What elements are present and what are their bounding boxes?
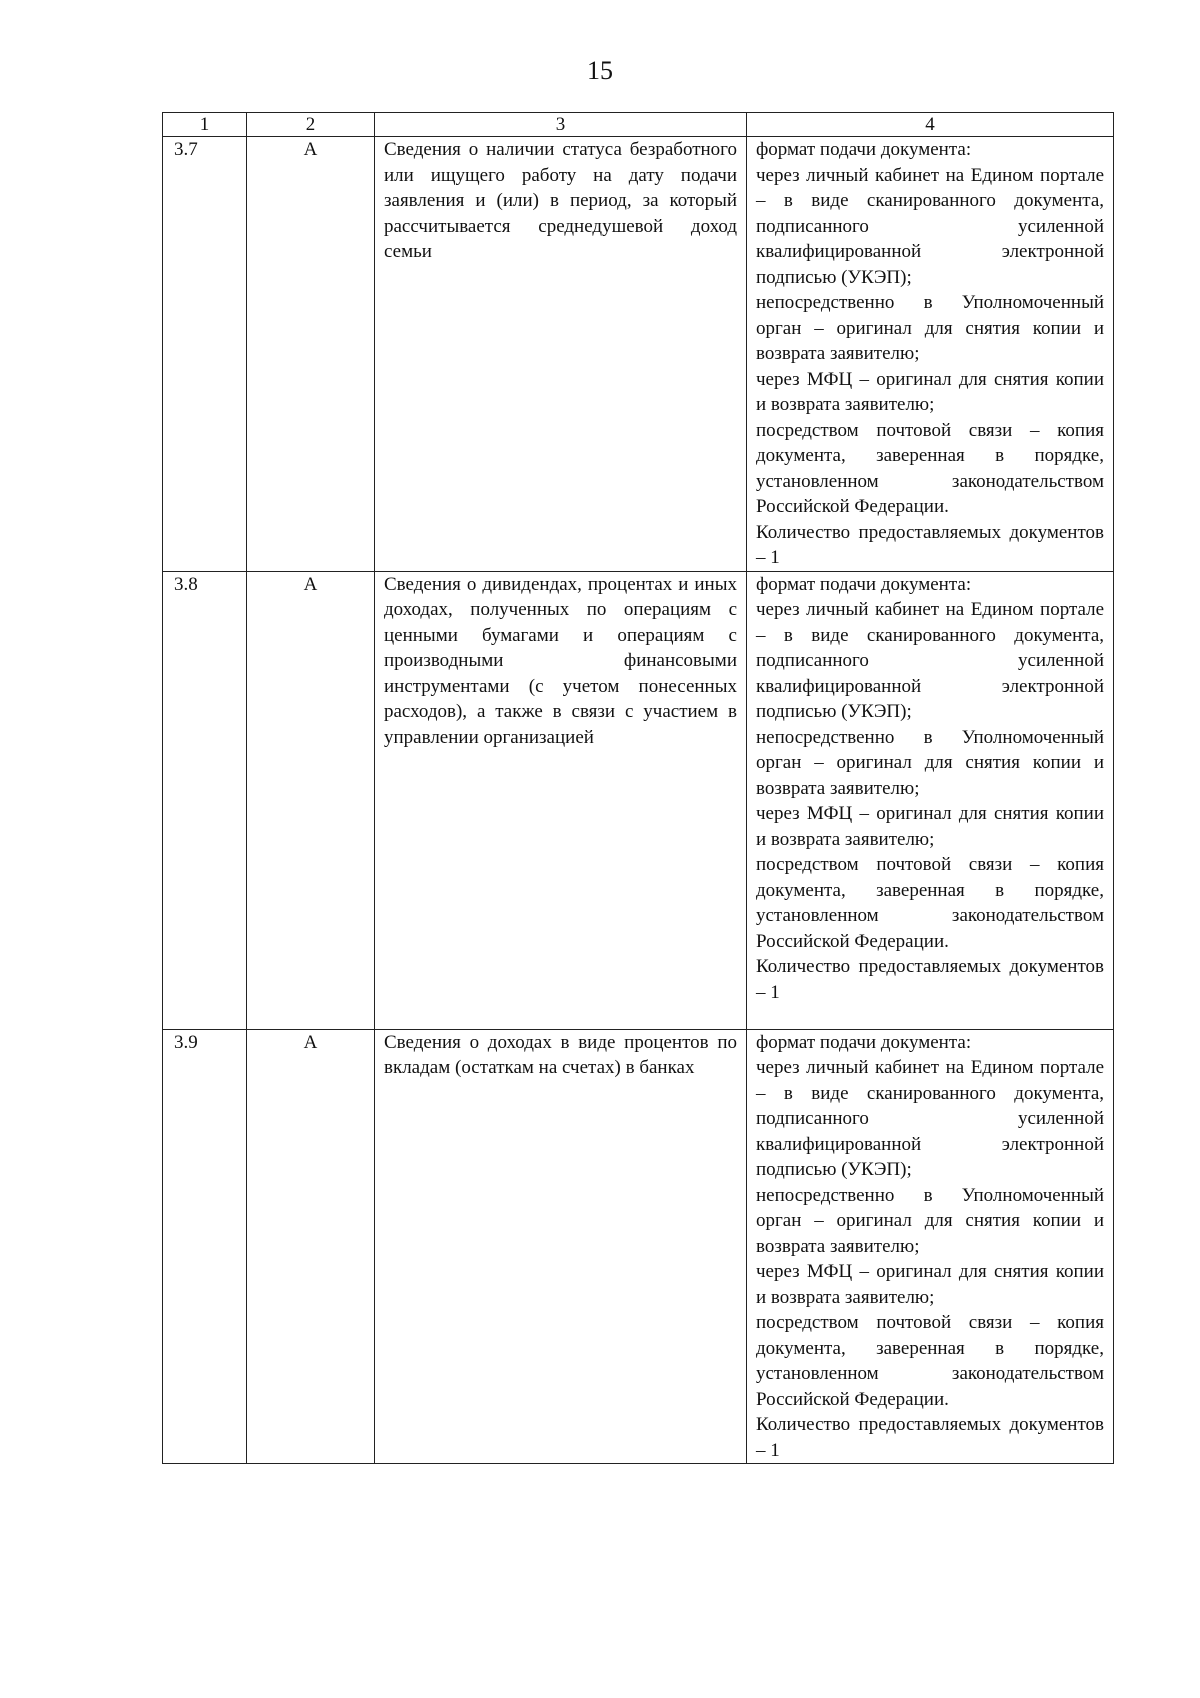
format-line: формат подачи документа: xyxy=(756,573,972,595)
description-text: Сведения о дивидендах, процентах и иных доходах, полученных по операциям с ценными бумагами и операциям с производными финансовыми инструментами (с учетом понесенных расходов), а также в связи с участием в управлении организацией xyxy=(384,573,737,748)
format-line: непосредственно в Уполномоченный орган – оригинал для снятия копии и возврата заявителю; xyxy=(756,292,1104,364)
row-category: А xyxy=(247,571,375,1029)
table-row xyxy=(163,137,1114,572)
description-text: Сведения о доходах в виде процентов по вкладам (остаткам на счетах) в банках xyxy=(384,1031,737,1078)
format-line: посредством почтовой связи – копия документа, заверенная в порядке, установленном законодательством Российской Федерации. xyxy=(756,419,1104,517)
table-row xyxy=(163,571,1114,1029)
table-row xyxy=(163,1029,1114,1464)
column-header-2: 2 xyxy=(247,113,375,137)
format-line: формат подачи документа: xyxy=(756,1031,972,1053)
column-header-1: 1 xyxy=(163,113,247,137)
format-line: через МФЦ – оригинал для снятия копии и возврата заявителю; xyxy=(756,368,1104,415)
row-format-cell xyxy=(747,571,1114,1029)
format-line: непосредственно в Уполномоченный орган – оригинал для снятия копии и возврата заявителю; xyxy=(756,726,1104,799)
row-description xyxy=(375,571,747,1029)
format-line: Количество предоставляемых документов – 1 xyxy=(756,956,1104,1003)
format-line: через личный кабинет на Едином портале – в виде сканированного документа, подписанного усиленной квалифицированной электронной подписью (УКЭП); xyxy=(756,164,1104,288)
row-number: 3.7 xyxy=(163,137,247,572)
row-number: 3.9 xyxy=(163,1029,247,1464)
format-line: посредством почтовой связи – копия документа, заверенная в порядке, установленном законодательством Российской Федерации. xyxy=(756,1312,1104,1410)
row-description xyxy=(375,1029,747,1464)
column-header-3: 3 xyxy=(375,113,747,137)
row-format-cell xyxy=(747,137,1114,572)
format-line: непосредственно в Уполномоченный орган – оригинал для снятия копии и возврата заявителю; xyxy=(756,1184,1104,1257)
description-text: Сведения о наличии статуса безработного или ищущего работу на дату подачи заявления и (или) в период, за который рассчитывается среднедушевой доход семьи xyxy=(384,139,737,262)
format-line: через личный кабинет на Едином портале – в виде сканированного документа, подписанного усиленной квалифицированной электронной подписью (УКЭП); xyxy=(756,1057,1104,1180)
format-line: посредством почтовой связи – копия документа, заверенная в порядке, установленном законодательством Российской Федерации. xyxy=(756,854,1104,952)
row-category: А xyxy=(247,1029,375,1464)
row-format-cell xyxy=(747,1029,1114,1464)
table-header-row xyxy=(163,113,1114,137)
format-line: через личный кабинет на Едином портале – в виде сканированного документа, подписанного усиленной квалифицированной электронной подписью (УКЭП); xyxy=(756,599,1104,722)
format-line: Количество предоставляемых документов – 1 xyxy=(756,1414,1104,1461)
page-number: 15 xyxy=(587,56,613,85)
row-description xyxy=(375,137,747,572)
format-line: Количество предоставляемых документов – 1 xyxy=(756,521,1104,568)
format-line: через МФЦ – оригинал для снятия копии и возврата заявителю; xyxy=(756,1261,1104,1308)
format-line: формат подачи документа: xyxy=(756,139,972,160)
row-category: А xyxy=(247,137,375,572)
column-header-4: 4 xyxy=(747,113,1114,137)
requirements-table xyxy=(162,112,1114,1464)
format-line: через МФЦ – оригинал для снятия копии и возврата заявителю; xyxy=(756,803,1104,850)
row-number: 3.8 xyxy=(163,571,247,1029)
